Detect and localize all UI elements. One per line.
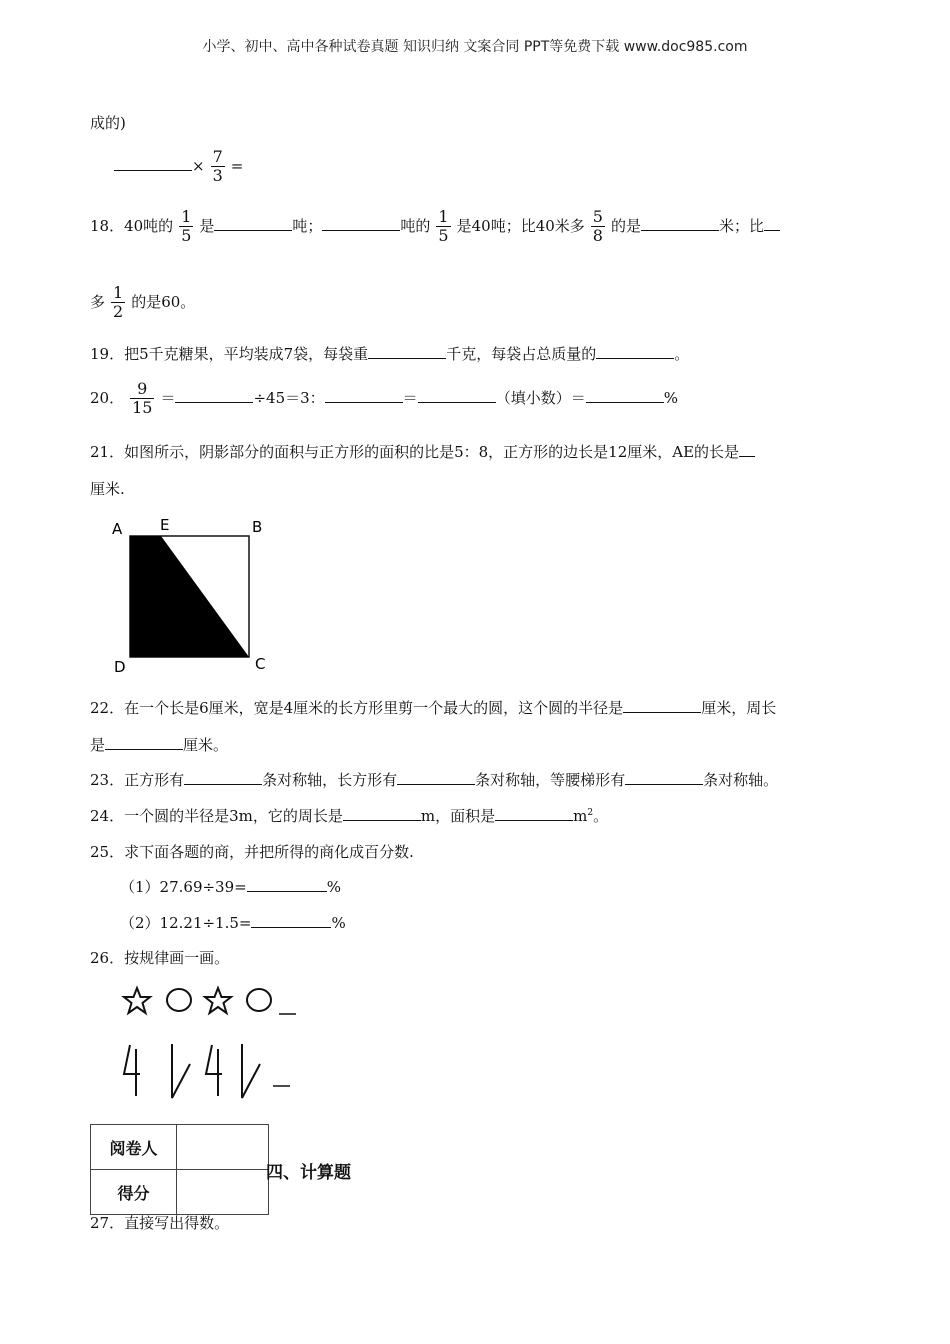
q19-blank-1 <box>368 344 446 359</box>
q20-fraction <box>130 380 154 418</box>
fraction-numerator: 1 <box>181 207 192 226</box>
q20-blank-2 <box>325 388 403 403</box>
q20 <box>90 380 678 418</box>
q19-blank-2 <box>596 344 674 359</box>
q22-text: 在一个长是6厘米，宽是4厘米的长方形里剪一个最大的圆，这个圆的半径是 <box>124 699 624 717</box>
fraction-numerator: 1 <box>113 283 124 302</box>
question-number: 20． <box>90 388 125 407</box>
q19-text: 把5千克糖果，平均装成7袋，每袋重 <box>124 345 369 363</box>
q25-sub2-text: （2）12.21÷1.5= <box>120 914 252 932</box>
q18-blank-3 <box>641 216 719 231</box>
q18-blank-4 <box>764 216 780 231</box>
fraction-denominator: 15 <box>132 398 153 418</box>
q19 <box>90 343 689 364</box>
shape-b-icon <box>172 1044 190 1098</box>
q18-fraction-3 <box>591 208 605 246</box>
q23-text: 条对称轴，等腰梯形有 <box>475 771 626 789</box>
q20-text: % <box>663 388 678 407</box>
q24-text: m <box>573 807 588 825</box>
q25-sub1 <box>120 876 341 897</box>
q19-text: 。 <box>674 345 690 363</box>
q23-blank-1 <box>184 770 262 785</box>
q23-text: 条对称轴，长方形有 <box>262 771 398 789</box>
q18-text: 40吨的 <box>124 216 174 235</box>
label-d: D <box>114 658 126 676</box>
q25-blank-2 <box>251 913 331 928</box>
shape-b-icon <box>242 1044 260 1098</box>
pattern-row-2 <box>118 1040 298 1102</box>
q24-blank-1 <box>343 806 421 821</box>
label-e: E <box>160 516 170 534</box>
q21-line2: 厘米. <box>90 480 125 498</box>
q21-line1 <box>90 441 755 462</box>
q26 <box>90 947 229 968</box>
q25-sub2 <box>120 912 346 933</box>
fraction-numerator: 7 <box>212 147 223 166</box>
q20-text: （填小数）＝ <box>495 388 586 407</box>
q18-text: 是 <box>199 216 215 235</box>
q22-line1 <box>90 697 776 718</box>
percent-sign: % <box>326 878 341 896</box>
q21-blank <box>739 442 755 457</box>
reviewer-value-cell[interactable] <box>177 1125 269 1170</box>
q22-text: 厘米，周长 <box>701 699 777 717</box>
q23-text: 条对称轴。 <box>703 771 779 789</box>
q22-text: 厘米。 <box>183 736 229 754</box>
shape-a-icon <box>206 1045 222 1096</box>
q22-line2 <box>90 734 228 755</box>
q17-expression <box>114 148 243 186</box>
q21-text: 如图所示，阴影部分的面积与正方形的面积的比是5：8，正方形的边长是12厘米，AE的长是 <box>124 443 740 461</box>
question-number: 22． <box>90 699 125 717</box>
fraction-numerator: 1 <box>438 207 449 226</box>
q23 <box>90 769 778 790</box>
label-b: B <box>252 518 263 536</box>
label-c: C <box>255 655 266 673</box>
percent-sign: % <box>331 914 346 932</box>
q18-fraction-4 <box>111 284 125 322</box>
q17-blank <box>114 156 192 171</box>
q18-fraction-1 <box>179 208 193 246</box>
q24-blank-2 <box>495 806 573 821</box>
question-number: 23． <box>90 771 125 789</box>
question-number: 27． <box>90 1214 125 1232</box>
question-number: 21． <box>90 443 125 461</box>
square-figure <box>104 512 274 677</box>
question-number: 26． <box>90 949 125 967</box>
q22-blank-2 <box>105 735 183 750</box>
label-a: A <box>112 520 123 538</box>
question-number: 19． <box>90 345 125 363</box>
q18-text: 吨； <box>292 216 323 235</box>
q18-blank-1 <box>214 216 292 231</box>
q19-text: 千克，每袋占总质量的 <box>446 345 597 363</box>
fraction-numerator: 9 <box>137 379 148 398</box>
q25 <box>90 841 414 862</box>
q25-text: 求下面各题的商，并把所得的商化成百分数. <box>124 843 414 861</box>
fraction-denominator: 5 <box>181 226 192 246</box>
q22-blank-1 <box>623 698 701 713</box>
q24-text: m，面积是 <box>420 807 496 825</box>
star-icon <box>124 988 150 1013</box>
shape-a-icon <box>124 1045 140 1096</box>
q22-text: 是 <box>90 736 106 754</box>
q26-text: 按规律画一画。 <box>124 949 230 967</box>
shaded-region <box>130 536 249 657</box>
pattern-row-1 <box>118 984 303 1018</box>
section-title: 四、计算题 <box>266 1163 351 1183</box>
q20-blank-1 <box>175 388 253 403</box>
page-header: 小学、初中、高中各种试卷真题 知识归纳 文案合同 PPT等免费下载 www.doc985.com <box>202 39 748 55</box>
q18-line2 <box>90 284 195 322</box>
q18-text: 吨的 <box>400 216 431 235</box>
q20-text: ＝ <box>160 388 176 407</box>
q20-text: ＝ <box>402 388 418 407</box>
fraction-denominator: 3 <box>212 166 223 186</box>
q24-text: 。 <box>593 807 609 825</box>
q24 <box>90 805 608 826</box>
fraction-numerator: 5 <box>592 207 603 226</box>
reviewer-label: 阅卷人 <box>91 1125 177 1170</box>
circle-icon <box>167 989 191 1011</box>
score-table <box>90 1124 269 1215</box>
superscript-2: 2 <box>587 808 594 818</box>
q27-text: 直接写出得数。 <box>124 1214 230 1232</box>
q18-text: 米；比 <box>719 216 765 235</box>
fraction-denominator: 8 <box>592 226 603 246</box>
q20-text: ÷45＝3： <box>253 388 325 407</box>
q25-sub1-text: （1）27.69÷39= <box>120 878 247 896</box>
star-icon <box>205 988 231 1013</box>
fraction-denominator: 5 <box>438 226 449 246</box>
q18-fraction-2 <box>436 208 450 246</box>
q23-blank-3 <box>625 770 703 785</box>
q18-text: 的是 <box>610 216 641 235</box>
q18-text: 的是60。 <box>131 292 196 311</box>
question-number: 25． <box>90 843 125 861</box>
question-number: 18． <box>90 216 125 235</box>
score-value-cell[interactable] <box>177 1170 269 1215</box>
fraction-denominator: 2 <box>113 302 124 322</box>
q20-blank-3 <box>418 388 496 403</box>
q18-text: 多 <box>90 292 106 311</box>
equals-sign: = <box>230 156 244 175</box>
q24-text: 一个圆的半径是3m，它的周长是 <box>124 807 343 825</box>
q18-blank-2 <box>322 216 400 231</box>
q25-blank-1 <box>247 877 327 892</box>
circle-icon <box>247 989 271 1011</box>
q23-blank-2 <box>397 770 475 785</box>
q17-fraction <box>211 148 225 186</box>
q18-line1 <box>90 208 780 246</box>
q20-blank-4 <box>586 388 664 403</box>
score-label: 得分 <box>91 1170 177 1215</box>
q18-text: 是40吨；比40米多 <box>456 216 585 235</box>
q23-text: 正方形有 <box>124 771 185 789</box>
q17-continuation: 成的) <box>90 114 126 132</box>
times-sign: × <box>192 156 205 175</box>
q27 <box>90 1212 229 1233</box>
question-number: 24． <box>90 807 125 825</box>
